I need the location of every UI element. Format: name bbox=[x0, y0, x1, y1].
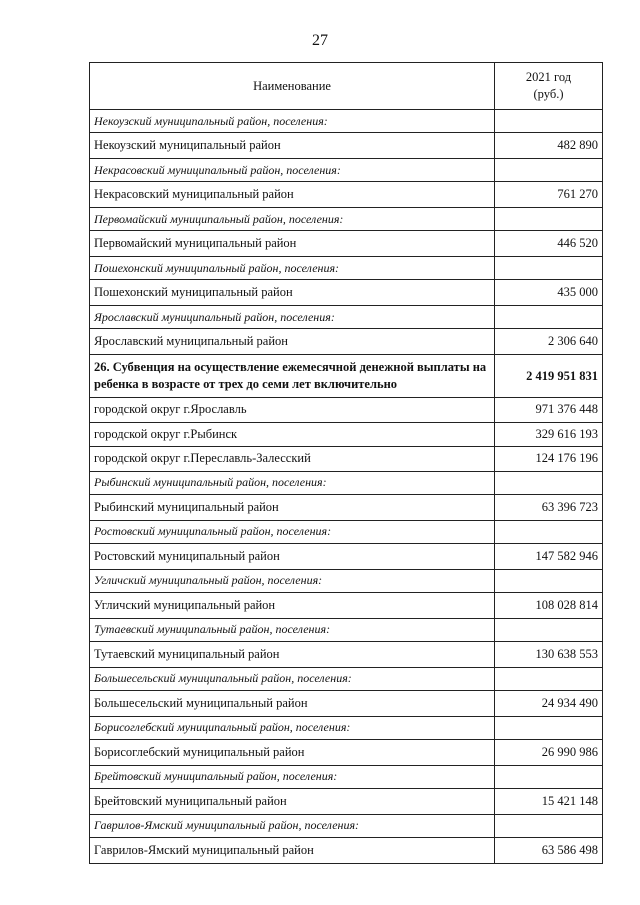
subheading-row bbox=[90, 257, 603, 280]
row-name: Ростовский муниципальный район, поселения: bbox=[90, 520, 495, 543]
row-name: Некрасовский муниципальный район, поселения: bbox=[90, 159, 495, 182]
row-name: Некоузский муниципальный район bbox=[90, 133, 495, 159]
table-row bbox=[90, 494, 603, 520]
row-value bbox=[495, 306, 603, 329]
row-name: Большесельский муниципальный район, поселения: bbox=[90, 667, 495, 690]
row-value: 24 934 490 bbox=[495, 690, 603, 716]
row-value: 108 028 814 bbox=[495, 592, 603, 618]
subheading-row bbox=[90, 716, 603, 739]
row-value bbox=[495, 110, 603, 133]
column-header-name: Наименование bbox=[90, 63, 495, 110]
row-value: 130 638 553 bbox=[495, 641, 603, 667]
table-row bbox=[90, 788, 603, 814]
row-value: 482 890 bbox=[495, 133, 603, 159]
row-name: городской округ г.Переславль-Залесский bbox=[90, 447, 495, 472]
row-value: 971 376 448 bbox=[495, 398, 603, 423]
column-header-value bbox=[495, 63, 603, 110]
subheading-row bbox=[90, 765, 603, 788]
row-name: Угличский муниципальный район bbox=[90, 592, 495, 618]
row-value bbox=[495, 667, 603, 690]
row-value bbox=[495, 257, 603, 280]
page-number: 27 bbox=[312, 32, 328, 49]
row-name: 26. Субвенция на осуществление ежемесячной денежной выплаты на ребенка в возрасте от трех до семи лет включительно bbox=[90, 355, 495, 398]
subheading-row bbox=[90, 667, 603, 690]
subheading-row bbox=[90, 208, 603, 231]
row-name: Рыбинский муниципальный район bbox=[90, 494, 495, 520]
column-header-year: 2021 год bbox=[525, 70, 572, 84]
table-row bbox=[90, 182, 603, 208]
subheading-row bbox=[90, 569, 603, 592]
row-name: Гаврилов-Ямский муниципальный район, поселения: bbox=[90, 814, 495, 837]
subheading-row bbox=[90, 471, 603, 494]
table-row bbox=[90, 739, 603, 765]
row-value: 63 396 723 bbox=[495, 494, 603, 520]
table-row bbox=[90, 422, 603, 447]
row-value: 124 176 196 bbox=[495, 447, 603, 472]
row-name: Борисоглебский муниципальный район bbox=[90, 739, 495, 765]
row-name: Рыбинский муниципальный район, поселения: bbox=[90, 471, 495, 494]
table-row bbox=[90, 280, 603, 306]
subheading-row bbox=[90, 159, 603, 182]
table-row bbox=[90, 398, 603, 423]
row-name: Тутаевский муниципальный район, поселения: bbox=[90, 618, 495, 641]
row-value: 15 421 148 bbox=[495, 788, 603, 814]
row-value bbox=[495, 716, 603, 739]
row-value: 2 419 951 831 bbox=[495, 355, 603, 398]
row-name: Ростовский муниципальный район bbox=[90, 543, 495, 569]
subheading-row bbox=[90, 306, 603, 329]
row-value: 63 586 498 bbox=[495, 837, 603, 863]
table-row bbox=[90, 690, 603, 716]
row-value: 26 990 986 bbox=[495, 739, 603, 765]
row-name: Гаврилов-Ямский муниципальный район bbox=[90, 837, 495, 863]
row-name: Тутаевский муниципальный район bbox=[90, 641, 495, 667]
row-value bbox=[495, 520, 603, 543]
row-value: 329 616 193 bbox=[495, 422, 603, 447]
row-name: городской округ г.Ярославль bbox=[90, 398, 495, 423]
row-name: Первомайский муниципальный район, поселения: bbox=[90, 208, 495, 231]
table-row bbox=[90, 592, 603, 618]
table-row bbox=[90, 543, 603, 569]
table-row bbox=[90, 133, 603, 159]
row-name: Брейтовский муниципальный район, поселения: bbox=[90, 765, 495, 788]
row-name: Ярославский муниципальный район, поселения: bbox=[90, 306, 495, 329]
column-header-unit: (руб.) bbox=[533, 87, 564, 101]
row-name: Ярославский муниципальный район bbox=[90, 329, 495, 355]
row-value bbox=[495, 814, 603, 837]
row-value: 446 520 bbox=[495, 231, 603, 257]
table-header-row bbox=[90, 63, 603, 110]
row-value bbox=[495, 159, 603, 182]
row-value: 147 582 946 bbox=[495, 543, 603, 569]
row-value: 435 000 bbox=[495, 280, 603, 306]
row-name: Первомайский муниципальный район bbox=[90, 231, 495, 257]
table-row bbox=[90, 641, 603, 667]
subheading-row bbox=[90, 520, 603, 543]
row-name: Некоузский муниципальный район, поселения: bbox=[90, 110, 495, 133]
table-row bbox=[90, 329, 603, 355]
row-name: Брейтовский муниципальный район bbox=[90, 788, 495, 814]
row-value bbox=[495, 765, 603, 788]
row-name: Борисоглебский муниципальный район, поселения: bbox=[90, 716, 495, 739]
table-row bbox=[90, 231, 603, 257]
row-name: Пошехонский муниципальный район, поселения: bbox=[90, 257, 495, 280]
table-row bbox=[90, 447, 603, 472]
row-value bbox=[495, 471, 603, 494]
row-value bbox=[495, 618, 603, 641]
section-row bbox=[90, 355, 603, 398]
subheading-row bbox=[90, 814, 603, 837]
row-value bbox=[495, 208, 603, 231]
table-row bbox=[90, 837, 603, 863]
row-name: городской округ г.Рыбинск bbox=[90, 422, 495, 447]
subheading-row bbox=[90, 618, 603, 641]
subheading-row bbox=[90, 110, 603, 133]
row-value: 2 306 640 bbox=[495, 329, 603, 355]
row-value bbox=[495, 569, 603, 592]
table-body bbox=[90, 110, 603, 864]
row-name: Большесельский муниципальный район bbox=[90, 690, 495, 716]
row-value: 761 270 bbox=[495, 182, 603, 208]
budget-table bbox=[89, 62, 603, 864]
row-name: Некрасовский муниципальный район bbox=[90, 182, 495, 208]
row-name: Угличский муниципальный район, поселения: bbox=[90, 569, 495, 592]
row-name: Пошехонский муниципальный район bbox=[90, 280, 495, 306]
